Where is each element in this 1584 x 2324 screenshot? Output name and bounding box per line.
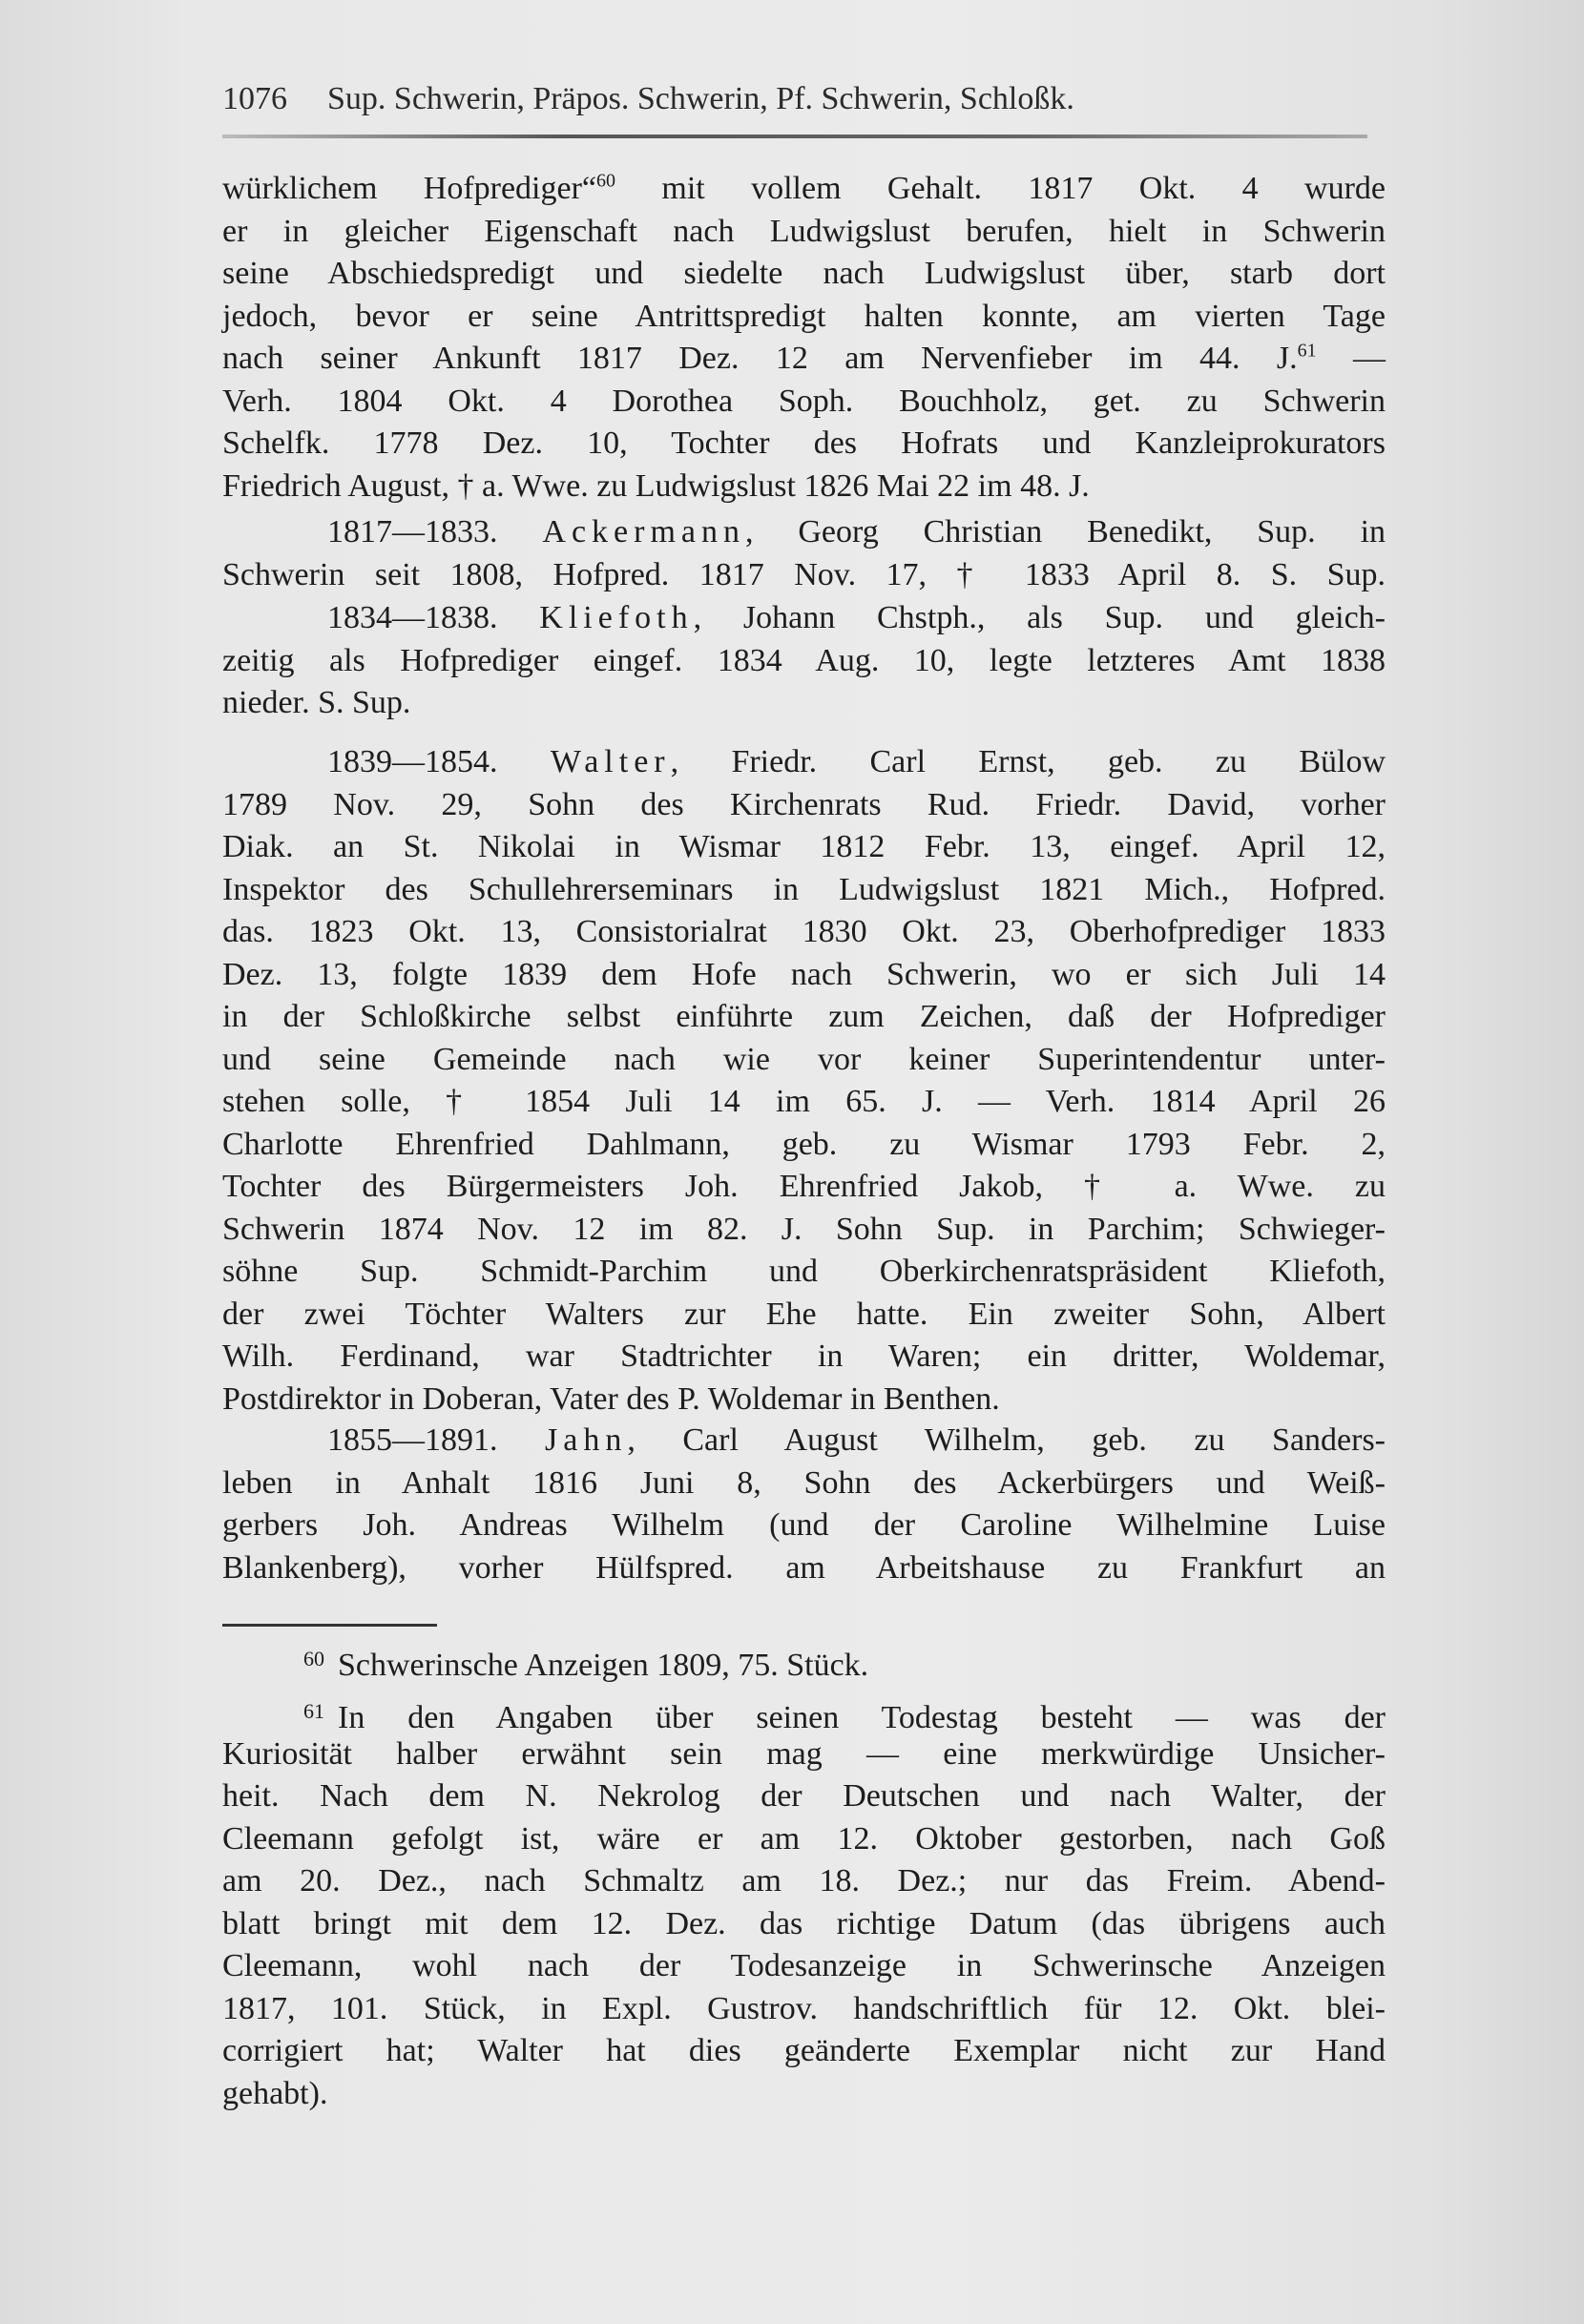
text-line: Schelfk. 1778 Dez. 10, Tochter des Hofrats und Kanzleiprokurators [222,425,1386,461]
text-line: nieder. S. Sup. [222,685,411,720]
footnote-line: am 20. Dez., nach Schmaltz am 18. Dez.; nur das Freim. Abend- [222,1863,1386,1899]
footnote-ref-61[interactable]: 61 [1297,340,1317,362]
text-line: Charlotte Ehrenfried Dahlmann, geb. zu Wismar 1793 Febr. 2, [222,1126,1386,1162]
footnote-line: $^{60}$ Schwerinsche Anzeigen 1809, 75. Stück. [303,1647,869,1683]
text-line: der zwei Töchter Walters zur Ehe hatte. Ein zweiter Sohn, Albert [222,1296,1386,1332]
footnote-rule [222,1624,437,1627]
entry-years: 1855—1891. [327,1422,498,1458]
text-line: Schwerin seit 1808, Hofpred. 1817 Nov. 17, † 1833 April 8. S. Sup. [222,556,1386,592]
text-line: Verh. 1804 Okt. 4 Dorothea Soph. Bouchholz, get. zu Schwerin [222,383,1386,419]
text-line: Blankenberg), vorher Hülfspred. am Arbeitshause zu Frankfurt an [222,1549,1386,1586]
entry-years: 1834—1838. [327,600,498,635]
page-number: 1076 [222,81,287,116]
text-line: Inspektor des Schullehrerseminars in Ludwigslust 1821 Mich., Hofpred. [222,871,1386,907]
text-line: Dez. 13, folgte 1839 dem Hofe nach Schwerin, wo er sich Juli 14 [222,956,1386,992]
paragraph-continuation [222,168,1386,508]
text-line: 1789 Nov. 29, Sohn des Kirchenrats Rud. Friedr. David, vorher [222,786,1386,822]
entry-years: 1817—1833. [327,514,498,550]
footnote-line: blatt bringt mit dem 12. Dez. das richtige Datum (das übrigens auch [222,1905,1386,1941]
running-header [222,78,1367,120]
text-line: leben in Anhalt 1816 Juni 8, Sohn des Ackerbürgers und Weiß- [222,1464,1386,1501]
text-line: Postdirektor in Doberan, Vater des P. Woldemar in Benthen. [222,1380,1000,1417]
entry-name: Jahn [545,1422,628,1458]
entry-heading-line: 1855—1891. Jahn, Carl August Wilhelm, geb. zu Sanders- [327,1422,1386,1458]
entry-walter [222,741,1386,1421]
entry-kliefoth [222,597,1386,725]
footnote-60 [222,1638,1386,1681]
text-line: söhne Sup. Schmidt-Parchim und Oberkirchenratspräsident Kliefoth, [222,1254,1386,1289]
entry-years: 1839—1854. [327,744,498,779]
text-line: würklichem Hofprediger“$^{60}$ mit vollem Gehalt. 1817 Okt. 4 wurde [222,170,1386,206]
footnote-line: heit. Nach dem N. Nekrolog der Deutschen und nach Walter, der [222,1778,1386,1814]
entry-name: Kliefoth [539,600,694,635]
text-line: stehen solle, † 1854 Juli 14 im 65. J. — Verh. 1814 April 26 [222,1084,1386,1119]
footnote-line: 1817, 101. Stück, in Expl. Gustrov. handschriftlich für 12. Okt. blei- [222,1990,1386,2026]
footnote-number: 60 [303,1647,324,1670]
footnote-line: gehabt). [222,2075,328,2111]
footnote-line: Cleemann gefolgt ist, wäre er am 12. Oktober gestorben, nach Goß [222,1820,1386,1857]
footnote-line: corrigiert hat; Walter hat dies geänderte Exemplar nicht zur Hand [222,2033,1386,2068]
text-line: Tochter des Bürgermeisters Joh. Ehrenfried Jakob, † a. Wwe. zu [222,1169,1386,1204]
text-line: Friedrich August, † a. Wwe. zu Ludwigslust 1826 Mai 22 im 48. J. [222,467,1090,504]
footnote-line: Cleemann, wohl nach der Todesanzeige in Schwerinsche Anzeigen [222,1948,1386,1983]
footnote-ref-60[interactable]: 60 [596,170,616,192]
text-line: das. 1823 Okt. 13, Consistorialrat 1830 Okt. 23, Oberhofprediger 1833 [222,914,1386,949]
text-line: zeitig als Hofprediger eingef. 1834 Aug. 10, legte letzteres Amt 1838 [222,642,1386,678]
text-line: gerbers Joh. Andreas Wilhelm (und der Caroline Wilhelmine Luise [222,1507,1386,1543]
entry-heading-line: 1817—1833. Ackermann, Georg Christian Benedikt, Sup. in [327,514,1386,550]
text-line: er in gleicher Eigenschaft nach Ludwigslust berufen, hielt in Schwerin [222,213,1386,249]
footnote-line: Kuriosität halber erwähnt sein mag — eine merkwürdige Unsicher- [222,1735,1386,1772]
entry-name: Walter [550,744,671,779]
text-line: Diak. an St. Nikolai in Wismar 1812 Febr. 13, eingef. April 12, [222,829,1386,864]
text-line: und seine Gemeinde nach wie vor keiner Superintendentur unter- [222,1041,1386,1077]
entry-name: Ackermann [542,514,745,550]
text-line: nach seiner Ankunft 1817 Dez. 12 am Nervenfieber im 44. J.$^{61}$ — [222,340,1386,376]
text-line: Wilh. Ferdinand, war Stadtrichter in Waren; ein dritter, Woldemar, [222,1338,1386,1374]
header-rule [222,135,1367,138]
text-line: Schwerin 1874 Nov. 12 im 82. J. Sohn Sup. in Parchim; Schwieger- [222,1211,1386,1247]
entry-heading-line: 1839—1854. Walter, Friedr. Carl Ernst, geb. zu Bülow [327,744,1386,779]
entry-ackermann [222,511,1386,596]
text-line: jedoch, bevor er seine Antrittspredigt halten konnte, am vierten Tage [222,298,1386,334]
footnote-61 [222,1691,1386,2115]
entry-heading-line: 1834—1838. Kliefoth, Johann Chstph., als Sup. und gleich- [327,600,1386,635]
entry-jahn [222,1420,1386,1589]
footnote-number: 61 [303,1699,324,1723]
footnote-line: $^{61}$ In den Angaben über seinen Todestag besteht — was der [303,1699,1386,1735]
text-line: in der Schloßkirche selbst einführte zum Zeichen, daß der Hofprediger [222,999,1386,1034]
running-title: Sup. Schwerin, Präpos. Schwerin, Pf. Schwerin, Schloßk. [327,81,1074,116]
text-line: seine Abschiedspredigt und siedelte nach Ludwigslust über, starb dort [222,256,1386,291]
